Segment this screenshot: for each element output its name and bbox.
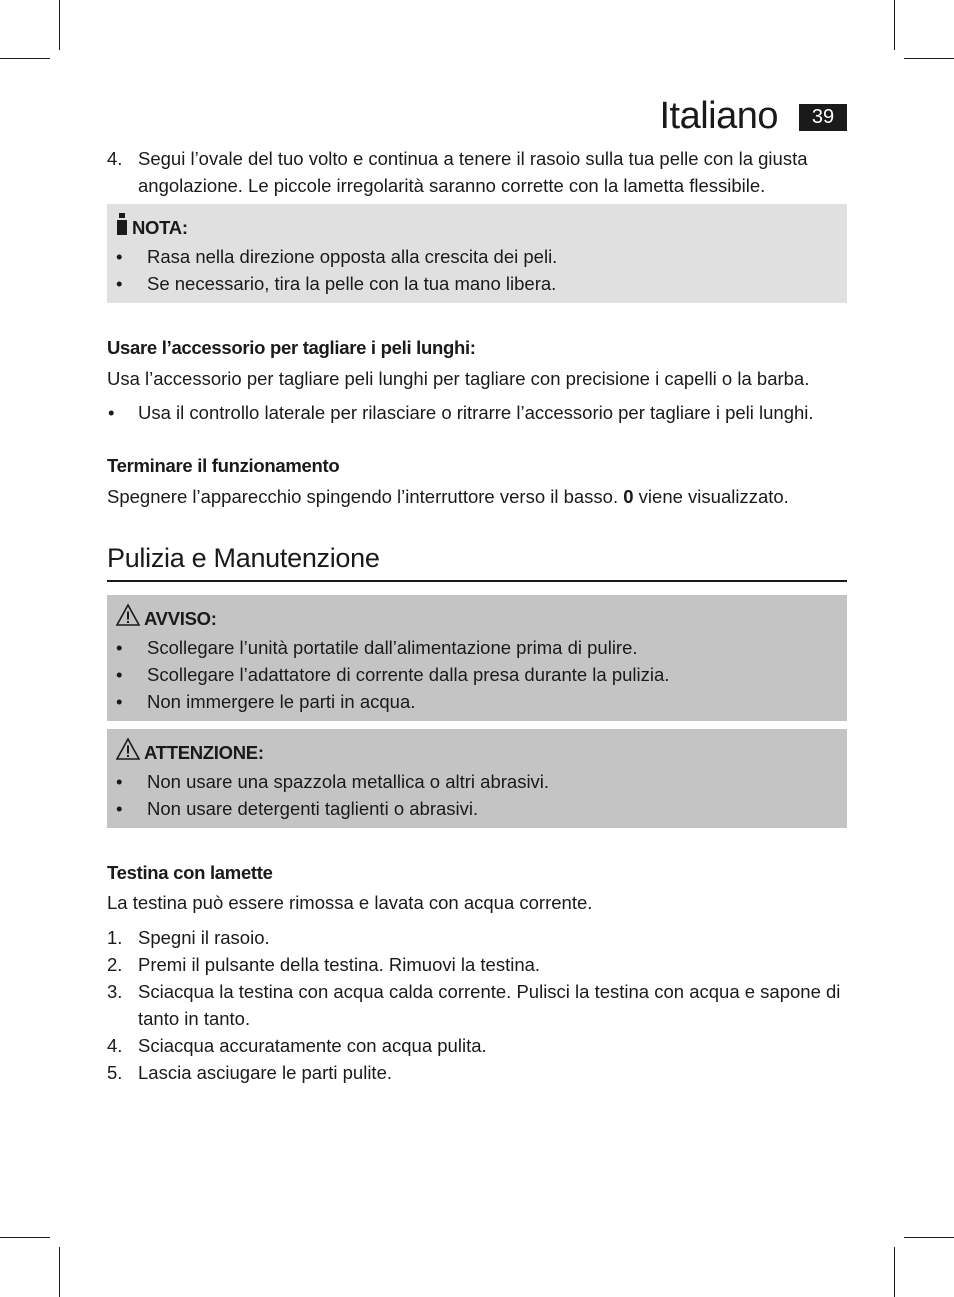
- blade-head-heading: Testina con lamette: [107, 862, 273, 883]
- warning-item-text: Non immergere le parti in acqua.: [147, 691, 416, 712]
- step-number: 1.: [107, 927, 123, 948]
- list-item: [107, 661, 847, 688]
- step-number: 4.: [107, 1035, 123, 1056]
- warning-box: [107, 595, 847, 721]
- accessory-list: [107, 400, 847, 426]
- blade-head-text: La testina può essere rimossa e lavata con acqua corrente.: [107, 892, 593, 913]
- accessory-text: Usa l’accessorio per tagliare peli lunghi per tagliare con precisione i capelli o la barba.: [107, 368, 810, 389]
- step-text: Lascia asciugare le parti pulite.: [138, 1062, 393, 1083]
- bullet: •: [116, 273, 123, 294]
- shutdown-heading: Terminare il funzionamento: [107, 455, 340, 476]
- list-item: [107, 243, 847, 270]
- crop-mark: [904, 58, 954, 59]
- note-item-text: Rasa nella direzione opposta alla crescita dei peli.: [147, 246, 558, 267]
- page-number-badge: 39: [799, 104, 847, 131]
- crop-mark: [59, 1247, 60, 1297]
- warning-title-label: AVVISO:: [144, 607, 217, 629]
- warning-item-text: Scollegare l’adattatore di corrente dalla presa durante la pulizia.: [147, 664, 670, 685]
- shutdown-text-part: viene visualizzato.: [633, 486, 789, 507]
- warning-icon: [115, 737, 141, 768]
- step-text: Spegni il rasoio.: [138, 927, 270, 948]
- step-number: 2.: [107, 954, 123, 975]
- page-title: Italiano: [659, 95, 778, 137]
- list-item: [107, 924, 847, 951]
- bullet: •: [108, 402, 115, 423]
- list-item: [107, 768, 847, 795]
- note-item-text: Se necessario, tira la pelle con la tua mano libera.: [147, 273, 557, 294]
- list-item: [107, 270, 847, 297]
- warning-list: [107, 634, 847, 715]
- list-item: [107, 1032, 847, 1059]
- accessory-heading: Usare l’accessorio per tagliare i peli lunghi:: [107, 337, 476, 358]
- note-title: [107, 212, 847, 243]
- warning-title: [107, 603, 847, 634]
- crop-mark: [894, 1247, 895, 1297]
- caution-title: [107, 737, 847, 768]
- list-item: [107, 634, 847, 661]
- bullet: •: [116, 637, 123, 658]
- list-item: [107, 1059, 847, 1086]
- note-box: [107, 204, 847, 303]
- step-number: 3.: [107, 981, 123, 1002]
- display-zero: 0: [623, 486, 634, 507]
- caution-item-text: Non usare detergenti taglienti o abrasivi.: [147, 798, 479, 819]
- step-text: Sciacqua la testina con acqua calda corrente. Pulisci la testina con acqua e sapone di tanto in tanto.: [138, 981, 841, 1029]
- list-item: [107, 400, 847, 426]
- list-item: [107, 951, 847, 978]
- crop-mark: [894, 0, 895, 50]
- caution-box: [107, 729, 847, 828]
- crop-mark: [0, 58, 50, 59]
- bullet: •: [116, 691, 123, 712]
- caution-list: [107, 768, 847, 822]
- step-number: 5.: [107, 1062, 123, 1083]
- list-item: [107, 978, 847, 1032]
- caution-title-label: ATTENZIONE:: [144, 741, 264, 763]
- list-item: [107, 145, 847, 199]
- crop-mark: [904, 1237, 954, 1238]
- info-icon: [115, 212, 129, 243]
- note-title-label: NOTA:: [132, 216, 188, 238]
- list-item: [107, 688, 847, 715]
- bullet: •: [116, 798, 123, 819]
- bullet: •: [116, 246, 123, 267]
- accessory-bullet-text: Usa il controllo laterale per rilasciare o ritrarre l’accessorio per tagliare i peli lunghi.: [138, 402, 814, 423]
- bullet: •: [116, 771, 123, 792]
- section-title: Pulizia e Manutenzione: [107, 540, 847, 582]
- step-text: Sciacqua accuratamente con acqua pulita.: [138, 1035, 487, 1056]
- cleaning-steps: [107, 924, 847, 1086]
- step-text: Segui l’ovale del tuo volto e continua a tenere il rasoio sulla tua pelle con la giusta angolazione. Le piccole irregolarità saranno corrette con la lametta flessibile.: [138, 148, 808, 196]
- shutdown-text-part: Spegnere l’apparecchio spingendo l’interruttore verso il basso.: [107, 486, 624, 507]
- step-text: Premi il pulsante della testina. Rimuovi la testina.: [138, 954, 541, 975]
- page-content: [107, 145, 847, 1086]
- crop-mark: [59, 0, 60, 50]
- crop-mark: [0, 1237, 50, 1238]
- shutdown-text: [107, 484, 847, 510]
- list-item: [107, 795, 847, 822]
- caution-item-text: Non usare una spazzola metallica o altri abrasivi.: [147, 771, 550, 792]
- step-list-continued: [107, 145, 847, 199]
- warning-icon: [115, 603, 141, 634]
- warning-item-text: Scollegare l’unità portatile dall’alimentazione prima di pulire.: [147, 637, 638, 658]
- note-list: [107, 243, 847, 297]
- step-number: 4.: [107, 148, 123, 169]
- bullet: •: [116, 664, 123, 685]
